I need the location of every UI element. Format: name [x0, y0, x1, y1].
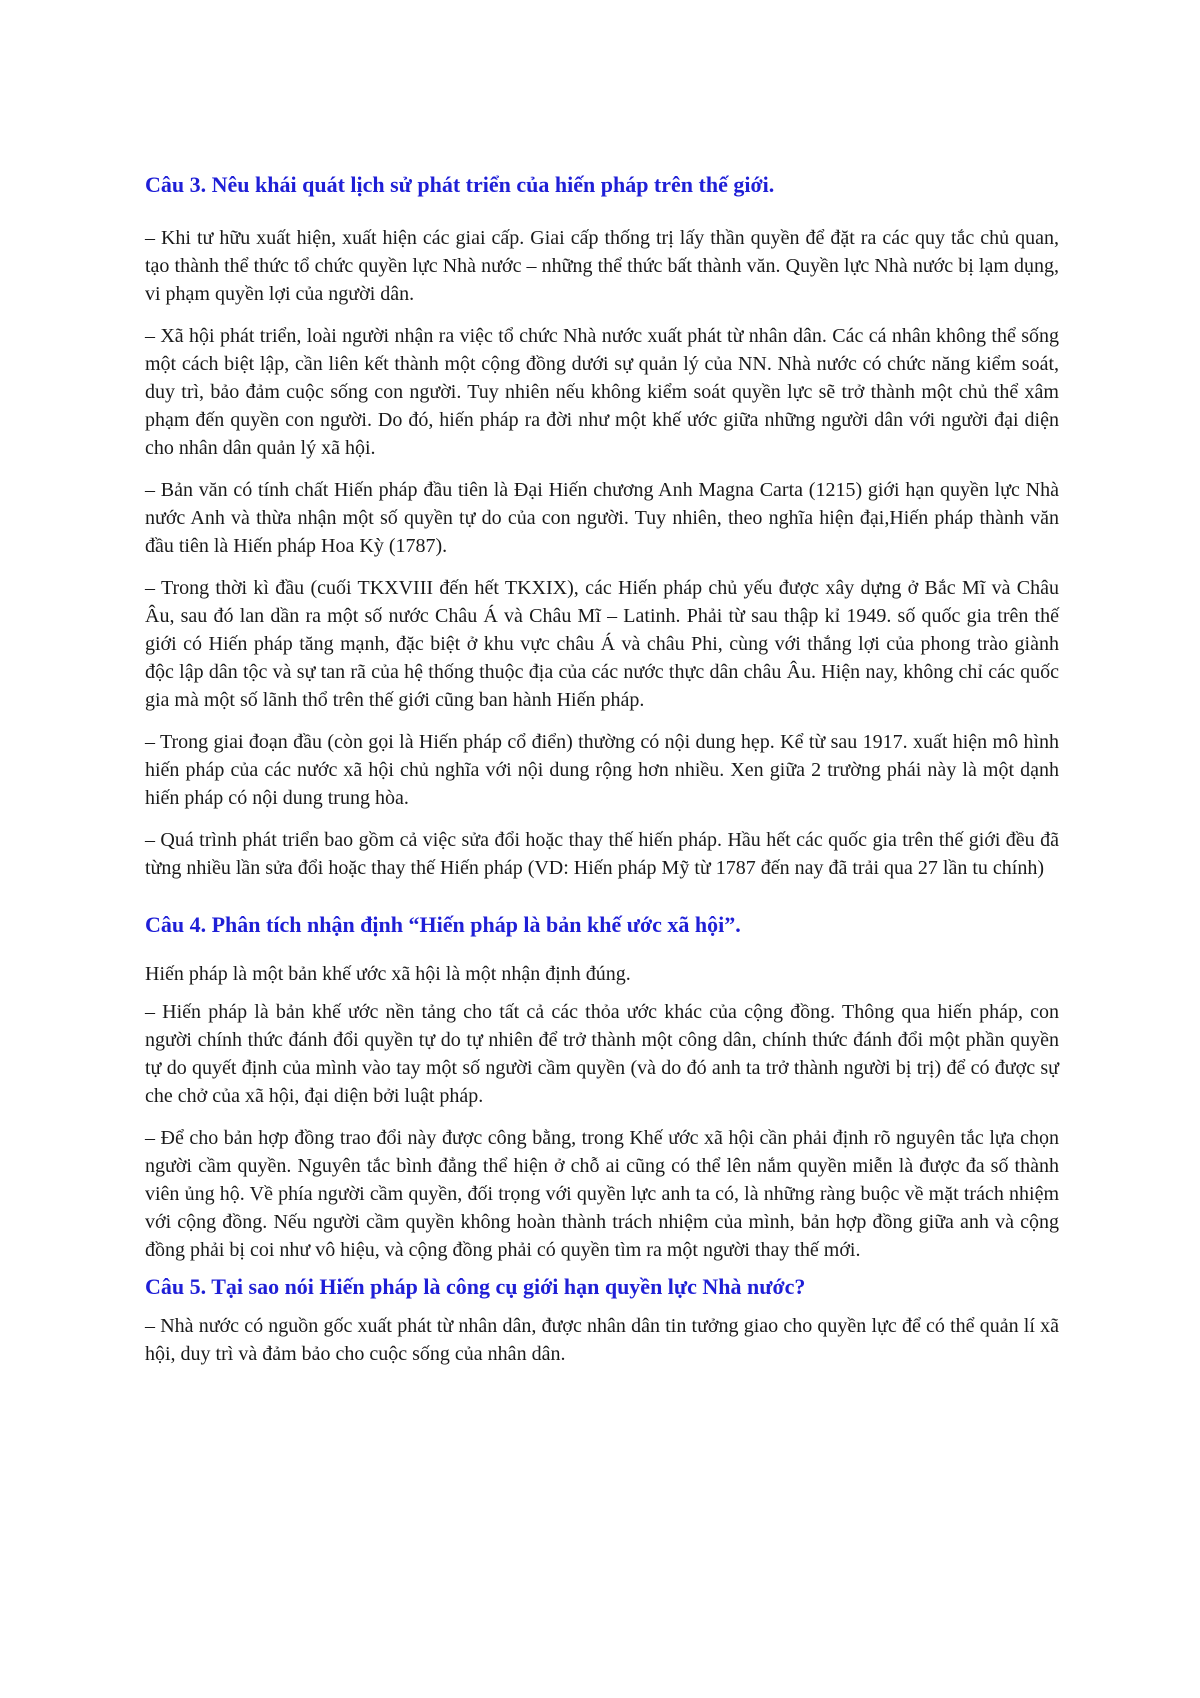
paragraph: – Hiến pháp là bản khế ước nền tảng cho tất cả các thỏa ước khác của cộng đồng. Thông qua hiến pháp, con người chính thức đánh đổi quyền tự do tự nhiên để trở thành một công dân, chính thức đánh đổi một phần quyền tự do quyết định của mình vào tay một số người cầm quyền (và do đó anh ta trở thành người bị trị) để có được sự che chở của xã hội, đại diện bởi luật pháp. — [145, 1001, 1059, 1107]
paragraph: – Trong giai đoạn đầu (còn gọi là Hiến pháp cổ điển) thường có nội dung hẹp. Kể từ sau 1917. xuất hiện mô hình hiến pháp của các nước xã hội chủ nghĩa với nội dung rộng hơn nhiều. Xen giữa 2 trường phái này là một dạnh hiến pháp có nội dung trung hòa. — [145, 731, 1059, 809]
paragraph: – Quá trình phát triển bao gồm cả việc sửa đổi hoặc thay thế hiến pháp. Hầu hết các quốc gia trên thế giới đều đã từng nhiều lần sửa đổi hoặc thay thế Hiến pháp (VD: Hiến pháp Mỹ từ 1787 đến nay đã trải qua 27 lần tu chính) — [145, 829, 1059, 879]
paragraph: – Nhà nước có nguồn gốc xuất phát từ nhân dân, được nhân dân tin tưởng giao cho quyền lực để có thể quản lí xã hội, duy trì và đảm bảo cho cuộc sống của nhân dân. — [145, 1315, 1059, 1365]
paragraph: Hiến pháp là một bản khế ước xã hội là một nhận định đúng. — [145, 963, 631, 985]
section-heading-cau-5: Câu 5. Tại sao nói Hiến pháp là công cụ giới hạn quyền lực Nhà nước? — [145, 1274, 806, 1299]
paragraph: – Xã hội phát triển, loài người nhận ra việc tổ chức Nhà nước xuất phát từ nhân dân. Các cá nhân không thể sống một cách biệt lập, cần liên kết thành một cộng đồng dưới sự quản lý của NN. Nhà nước có chức năng kiểm soát, duy trì, bảo đảm cuộc sống con người. Tuy nhiên nếu không kiểm soát quyền lực sẽ trở thành một chủ thể xâm phạm đến quyền con người. Do đó, hiến pháp ra đời như một khế ước giữa những người dân với người đại diện cho nhân dân quản lý xã hội. — [145, 325, 1059, 459]
paragraph: – Trong thời kì đầu (cuối TKXVIII đến hết TKXIX), các Hiến pháp chủ yếu được xây dựng ở Bắc Mĩ và Châu Âu, sau đó lan dần ra một số nước Châu Á và Châu Mĩ – Latinh. Phải từ sau thập kỉ 1949. số quốc gia trên thế giới có Hiến pháp tăng mạnh, đặc biệt ở khu vực châu Á và châu Phi, cùng với thắng lợi của phong trào giành độc lập dân tộc và sự tan rã của hệ thống thuộc địa của các nước thực dân châu Âu. Hiện nay, không chỉ các quốc gia mà một số lãnh thổ trên thế giới cũng ban hành Hiến pháp. — [145, 577, 1059, 711]
paragraph: – Để cho bản hợp đồng trao đổi này được công bằng, trong Khế ước xã hội cần phải định rõ nguyên tắc lựa chọn người cầm quyền. Nguyên tắc bình đẳng thể hiện ở chỗ ai cũng có thể lên nắm quyền miễn là được đa số thành viên ủng hộ. Về phía người cầm quyền, đối trọng với quyền lực anh ta có, là những ràng buộc về mặt trách nhiệm với cộng đồng. Nếu người cầm quyền không hoàn thành trách nhiệm của mình, bản hợp đồng giữa anh và cộng đồng phải bị coi như vô hiệu, và cộng đồng phải có quyền tìm ra một người thay thế mới. — [145, 1127, 1059, 1261]
section-heading-cau-4: Câu 4. Phân tích nhận định “Hiến pháp là bản khế ước xã hội”. — [145, 912, 741, 937]
section-heading-cau-3: Câu 3. Nêu khái quát lịch sử phát triển của hiến pháp trên thế giới. — [145, 172, 775, 197]
document-body — [145, 170, 1059, 1368]
paragraph: – Bản văn có tính chất Hiến pháp đầu tiên là Đại Hiến chương Anh Magna Carta (1215) giới hạn quyền lực Nhà nước Anh và thừa nhận một số quyền tự do của con người. Tuy nhiên, theo nghĩa hiện đại,Hiến pháp thành văn đầu tiên là Hiến pháp Hoa Kỳ (1787). — [145, 479, 1059, 557]
paragraph: – Khi tư hữu xuất hiện, xuất hiện các giai cấp. Giai cấp thống trị lấy thần quyền để đặt ra các quy tắc chủ quan, tạo thành thể thức tổ chức quyền lực Nhà nước – những thể thức bất thành văn. Quyền lực Nhà nước bị lạm dụng, vi phạm quyền lợi của người dân. — [145, 227, 1059, 305]
